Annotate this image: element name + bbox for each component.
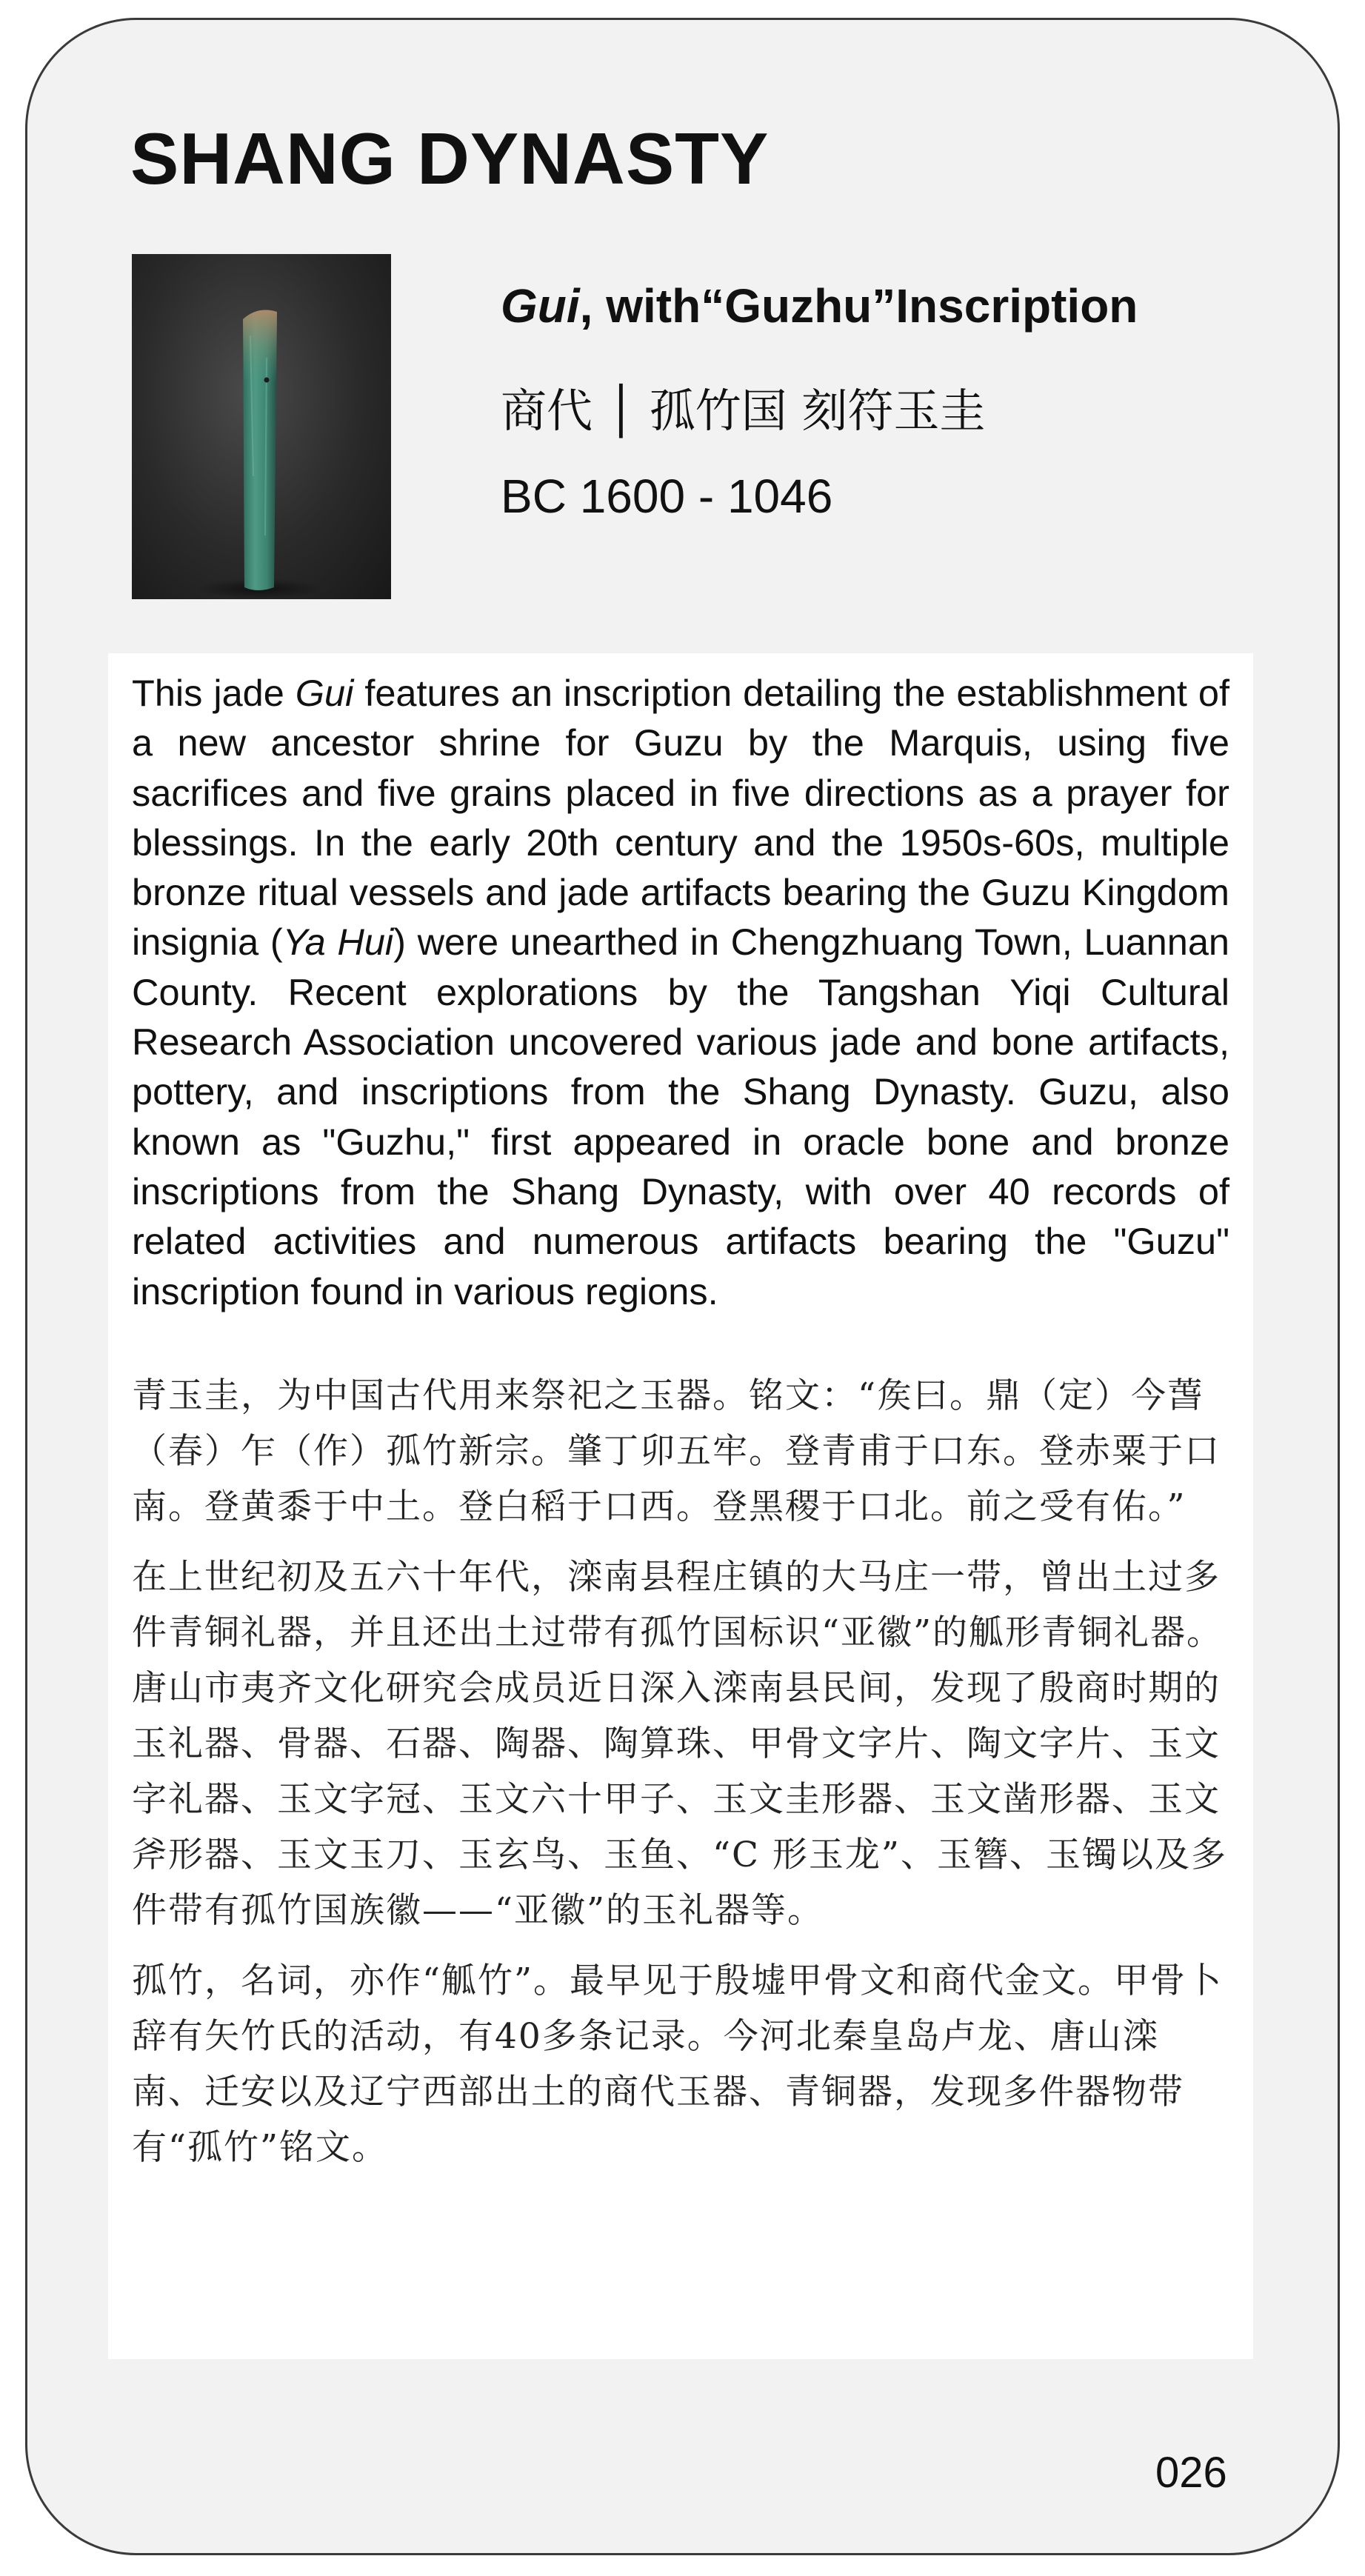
english-text-2: features an inscription detailing the establishment of a new ancestor shrine for Guzu by the Marquis, using five sacrifices and five grains placed in five directions as a prayer for blessings. In the early 20th century and the 1950s-60s, multiple bronze ritual vessels and jade artifacts bearing the Guzu Kingdom insignia ( [132, 672, 1229, 964]
english-italic-gui: Gui [295, 672, 354, 714]
artifact-title-rest: , with“Guzhu”Inscription [579, 279, 1138, 333]
artifact-photo [132, 254, 391, 599]
chinese-paragraph-guzhu: 孤竹，名词，亦作“觚竹”。最早见于殷墟甲骨文和商代金文。甲骨卜辞有矢竹氏的活动，有40多条记录。今河北秦皇岛卢龙、唐山滦南、迁安以及辽宁西部出土的商代玉器、青铜器，发现多件器物带有“孤竹”铭文。 [132, 1960, 1224, 2168]
description-panel [108, 653, 1253, 2359]
chinese-paragraph-inscription: 青玉圭，为中国古代用来祭祀之玉器。铭文：“矦曰。鼎（定）今萅（春）乍（作）孤竹新宗。肇丁卯五牢。登青甫于口东。登赤粟于口南。登黄黍于中土。登白稻于口西。登黑稷于口北。前之受有佑。” [132, 1375, 1221, 1527]
english-italic-ya-hui: Ya Hui [282, 921, 394, 964]
chinese-paragraph-discoveries: 在上世纪初及五六十年代，滦南县程庄镇的大马庄一带，曾出土过多件青铜礼器，并且还出土过带有孤竹国标识“亚徽”的觚形青铜礼器。唐山市夷齐文化研究会成员近日深入滦南县民间，发现了殷商时期的玉礼器、骨器、石器、陶器、陶算珠、甲骨文字片、陶文字片、玉文字礼器、玉文字冠、玉文六十甲子、玉文圭形器、玉文凿形器、玉文斧形器、玉文玉刀、玉玄鸟、玉鱼、“C 形玉龙”、玉簪、玉镯以及多件带有孤竹国族徽——“亚徽”的玉礼器等。 [132, 1556, 1227, 1931]
english-description [132, 668, 1229, 1316]
artifact-chinese-title: 商代 │ 孤竹国 刻符玉圭 [501, 384, 986, 438]
english-text-1: This jade [132, 672, 296, 714]
english-text-3: ) were unearthed in Chengzhuang Town, Luannan County. Recent explorations by the Tangshan Yiqi Cultural Research Association uncovered various jade and bone artifacts, pottery, and inscriptions from the Shang Dynasty. Guzu, also known as "Guzhu," first appeared in oracle bone and bronze inscriptions from the Shang Dynasty, with over 40 records of related activities and numerous artifacts bearing the "Guzu" inscription found in various regions. [132, 921, 1229, 1312]
artifact-title [501, 278, 1138, 333]
jade-gui-photo [132, 254, 391, 599]
artifact-date: BC 1600 - 1046 [501, 470, 833, 523]
artifact-title-italic: Gui [501, 279, 580, 333]
page-title: SHANG DYNASTY [130, 118, 770, 199]
page-number: 026 [1155, 2449, 1227, 2497]
